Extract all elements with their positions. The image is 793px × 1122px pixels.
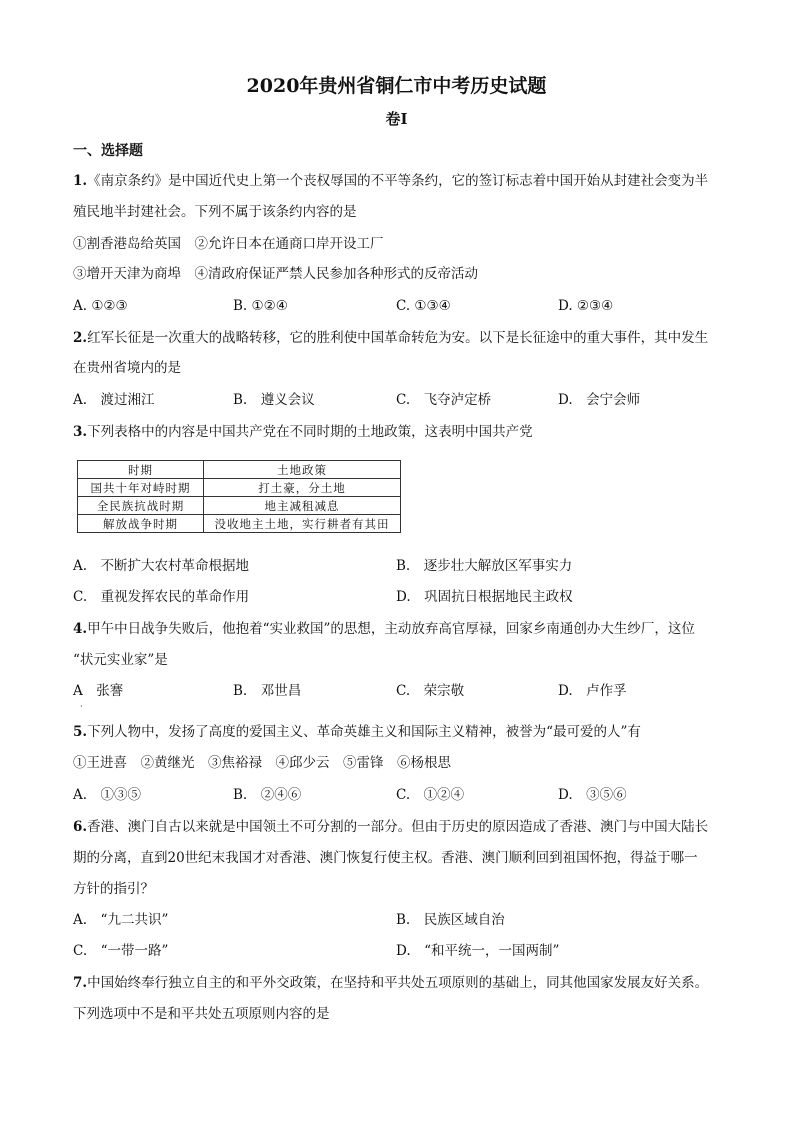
question-1-line-2: 殖民地半封建社会。下列不属于该条约内容的是 <box>73 204 357 220</box>
table-row <box>78 479 401 497</box>
question-6-option-c: C. “一带一路” <box>73 943 169 959</box>
question-2-option-d: D. 会宁会师 <box>558 392 641 408</box>
question-2-number: 2. <box>73 330 88 346</box>
question-2-line-1: 2.红军长征是一次重大的战略转移，它的胜利使中国革命转危为安。以下是长征途中的重大事件，其中发生 <box>73 330 709 346</box>
question-6-option-a: A. “九二共识” <box>73 912 169 928</box>
question-4-option-a: A 张謇 <box>73 683 124 699</box>
table-row <box>78 497 401 515</box>
table-cell-policy: 没收地主土地，实行耕者有其田 <box>204 515 401 533</box>
question-1-item-1: ①割香港岛给英国 ②允许日本在通商口岸开设工厂 <box>73 236 384 252</box>
question-4-number: 4. <box>73 621 88 637</box>
question-4-option-b: B. 邓世昌 <box>233 683 302 699</box>
table-header-row <box>78 461 401 479</box>
question-5-option-b: B. ②④⑥ <box>233 787 302 803</box>
table-cell-period: 国共十年对峙时期 <box>78 479 204 497</box>
question-4-line-1: 4.甲午中日战争失败后，他抱着“实业救国”的思想，主动放弃高官厚禄，回家乡南通创办大生纱厂，这位 <box>73 621 695 637</box>
question-5-option-a: A. ①③⑤ <box>73 787 142 803</box>
question-6-line-3: 方针的指引？ <box>73 881 154 897</box>
question-1-option-a: A. ①②③ <box>73 298 128 314</box>
land-policy-table <box>77 460 401 533</box>
question-5-item-1: ①王进喜 ②黄继光 ③焦裕禄 ④邱少云 ⑤雷锋 ⑥杨根思 <box>73 755 451 771</box>
question-6-number: 6. <box>73 819 88 835</box>
page-title: 2020年贵州省铜仁市中考历史试题 <box>246 75 547 97</box>
question-1-option-d: D. ②③④ <box>558 298 614 314</box>
question-4-option-d: D. 卢作孚 <box>558 683 627 699</box>
table-cell-period: 解放战争时期 <box>78 515 204 533</box>
question-2-option-a: A. 渡过湘江 <box>73 392 155 408</box>
question-6-line-2: 期的分离，直到20世纪末我国才对香港、澳门恢复行使主权。香港、澳门顺利回到祖国怀抱，得益于哪一 <box>73 850 698 866</box>
question-6-option-b: B. 民族区域自治 <box>396 912 505 928</box>
table-row <box>78 515 401 533</box>
question-3-number: 3. <box>73 424 88 440</box>
question-1-option-c: C. ①③④ <box>396 298 451 314</box>
table-cell-period: 全民族抗战时期 <box>78 497 204 515</box>
question-3-option-d: D. 巩固抗日根据地民主政权 <box>396 589 573 605</box>
table-header-period: 时期 <box>78 461 204 479</box>
question-1-item-2: ③增开天津为商埠 ④清政府保证严禁人民参加各种形式的反帝活动 <box>73 266 478 282</box>
question-5-line-1: 5.下列人物中，发扬了高度的爱国主义、革命英雄主义和国际主义精神，被誉为“最可爱的人”有 <box>73 724 641 740</box>
question-3-option-b: B. 逐步壮大解放区军事实力 <box>396 558 573 574</box>
question-5-number: 5. <box>73 724 88 740</box>
question-2-option-b: B. 遵义会议 <box>233 392 315 408</box>
table-cell-policy: 地主减租减息 <box>204 497 401 515</box>
question-4-line-2: “状元实业家”是 <box>73 652 168 668</box>
table-cell-policy: 打土豪，分土地 <box>204 479 401 497</box>
question-1-line-1: 1.《南京条约》是中国近代史上第一个丧权辱国的不平等条约，它的签订标志着中国开始从封建社会变为半 <box>73 173 709 189</box>
question-3-option-c: C. 重视发挥农民的革命作用 <box>73 589 250 605</box>
question-6-option-d: D. “和平统一，一国两制” <box>396 943 560 959</box>
section-heading: 一、选择题 <box>73 143 143 159</box>
question-1-option-b: B. ①②④ <box>233 298 288 314</box>
scan-mark: · <box>80 702 83 711</box>
question-5-option-d: D. ③⑤⑥ <box>558 787 627 803</box>
question-3-option-a: A. 不断扩大农村革命根据地 <box>73 558 250 574</box>
question-5-option-c: C. ①②④ <box>396 787 465 803</box>
question-2-line-2: 在贵州省境内的是 <box>73 360 181 376</box>
volume-label: 卷Ⅰ <box>385 110 408 128</box>
table-header-policy: 土地政策 <box>204 461 401 479</box>
question-1-number: 1. <box>73 173 88 189</box>
question-2-option-c: C. 飞夺泸定桥 <box>396 392 492 408</box>
question-7-line-1: 7.中国始终奉行独立自主的和平外交政策，在坚持和平共处五项原则的基础上，同其他国家发展友好关系。 <box>73 975 709 991</box>
question-7-number: 7. <box>73 975 88 991</box>
question-6-line-1: 6.香港、澳门自古以来就是中国领土不可分割的一部分。但由于历史的原因造成了香港、澳门与中国大陆长 <box>73 819 709 835</box>
question-7-line-2: 下列选项中不是和平共处五项原则内容的是 <box>73 1006 330 1022</box>
question-3-line-1: 3.下列表格中的内容是中国共产党在不同时期的土地政策，这表明中国共产党 <box>73 424 533 440</box>
question-4-option-c: C. 荣宗敬 <box>396 683 465 699</box>
